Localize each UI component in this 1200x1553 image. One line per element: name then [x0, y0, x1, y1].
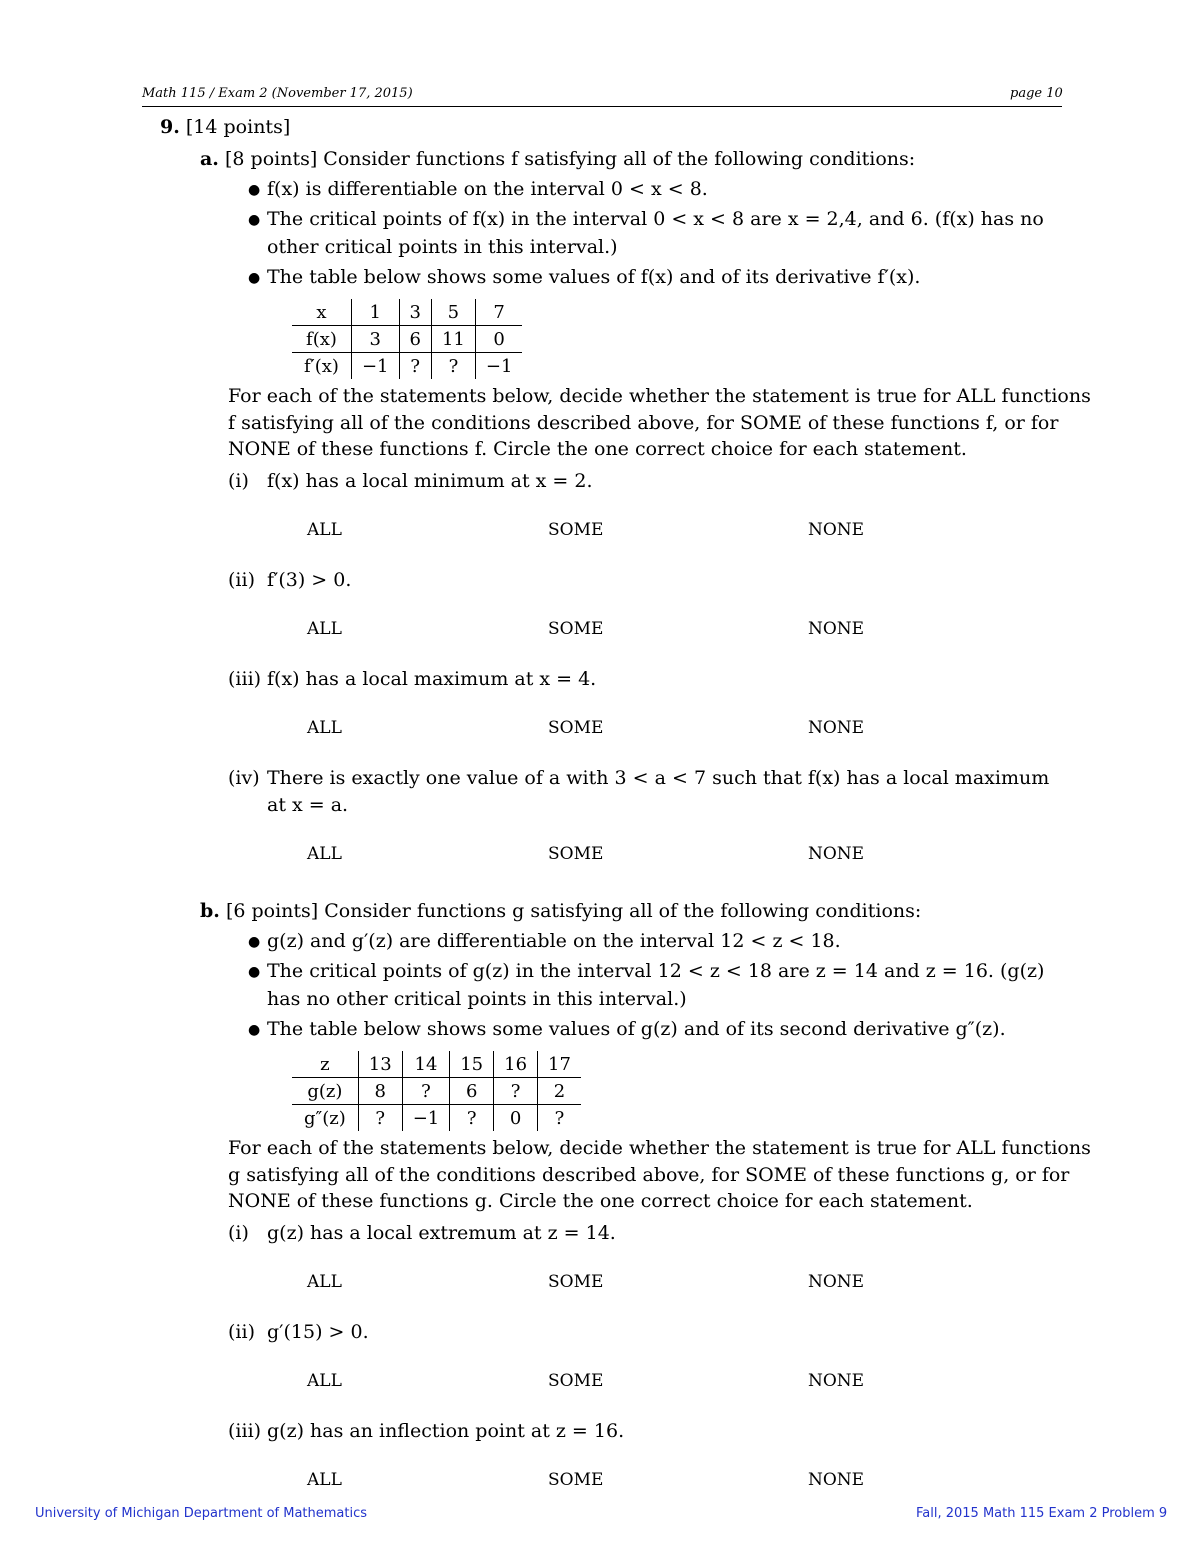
- choice-some[interactable]: SOME: [548, 1272, 604, 1292]
- statement-a-i-text: f(x) has a local minimum at x = 2.: [267, 470, 593, 492]
- choice-all[interactable]: ALL: [307, 520, 342, 540]
- part-a-values-table: [292, 299, 522, 379]
- problem-heading: [160, 116, 290, 138]
- table-cell: 6: [450, 1078, 494, 1105]
- bullet-icon: ●: [248, 270, 261, 286]
- bullet-icon: ●: [248, 934, 261, 950]
- part-a-intro-line: [200, 148, 915, 170]
- statement-a-iv-text-cont: at x = a.: [267, 794, 349, 816]
- statement-b-ii-text: g′(15) > 0.: [267, 1321, 369, 1343]
- table-cell: −1: [351, 353, 399, 380]
- table-row: [292, 1051, 581, 1078]
- part-a-bullet-2: The critical points of f(x) in the interval 0 < x < 8 are x = 2,4, and 6. (f(x) has no: [267, 208, 1044, 230]
- bullet-icon: ●: [248, 1022, 261, 1038]
- choice-none[interactable]: NONE: [808, 1470, 865, 1490]
- table-cell: −1: [402, 1105, 450, 1132]
- table-cell: g(z): [292, 1078, 358, 1105]
- table-row: [292, 353, 522, 380]
- statement-a-iii-text: f(x) has a local maximum at x = 4.: [267, 668, 597, 690]
- part-b-instructions-3: NONE of these functions g. Circle the one correct choice for each statement.: [228, 1190, 973, 1212]
- part-a-bullet-1: f(x) is differentiable on the interval 0 < x < 8.: [267, 178, 708, 200]
- part-a-instructions-3: NONE of these functions f. Circle the one correct choice for each statement.: [228, 438, 967, 460]
- header-left: Math 115 / Exam 2 (November 17, 2015): [142, 86, 413, 101]
- bullet-icon: ●: [248, 182, 261, 198]
- table-cell: 7: [475, 299, 522, 326]
- choice-some[interactable]: SOME: [548, 520, 604, 540]
- part-a-bullet-3: The table below shows some values of f(x) and of its derivative f′(x).: [267, 266, 921, 288]
- table-cell: g″(z): [304, 1107, 346, 1129]
- part-b-bullet-2: The critical points of g(z) in the interval 12 < z < 18 are z = 14 and z = 16. (g(z): [267, 960, 1045, 982]
- choice-some[interactable]: SOME: [548, 1371, 604, 1391]
- table-cell: 1: [351, 299, 399, 326]
- part-b-label: b.: [200, 900, 220, 922]
- table-cell: 0: [494, 1105, 538, 1132]
- table-cell: ?: [494, 1078, 538, 1105]
- bullet-icon: ●: [248, 964, 261, 980]
- table-cell: 15: [450, 1051, 494, 1078]
- footer-right: Fall, 2015 Math 115 Exam 2 Problem 9: [916, 1506, 1168, 1521]
- statement-b-iii-text: g(z) has an inflection point at z = 16.: [267, 1420, 625, 1442]
- statement-a-ii-num: (ii): [228, 569, 255, 591]
- table-cell: z: [292, 1051, 358, 1078]
- choice-all[interactable]: ALL: [307, 1470, 342, 1490]
- problem-points: [14 points]: [185, 116, 291, 138]
- statement-a-ii-text: f′(3) > 0.: [267, 569, 352, 591]
- choice-none[interactable]: NONE: [808, 1272, 865, 1292]
- table-cell: ?: [402, 1078, 450, 1105]
- choice-all[interactable]: ALL: [307, 619, 342, 639]
- choice-some[interactable]: SOME: [548, 718, 604, 738]
- table-cell: ?: [450, 1105, 494, 1132]
- choice-some[interactable]: SOME: [548, 1470, 604, 1490]
- table-cell: −1: [475, 353, 522, 380]
- part-a-instructions-2: f satisfying all of the conditions described above, for SOME of these functions f, or for: [228, 412, 1059, 434]
- choice-none[interactable]: NONE: [808, 718, 865, 738]
- problem-number: 9.: [160, 116, 180, 138]
- table-cell: x: [292, 299, 351, 326]
- table-cell: ?: [538, 1105, 581, 1132]
- table-row: [292, 299, 522, 326]
- table-cell: 2: [538, 1078, 581, 1105]
- table-cell: 3: [399, 299, 431, 326]
- table-cell: f′(x): [304, 355, 339, 377]
- part-b-instructions-2: g satisfying all of the conditions described above, for SOME of these functions g, or for: [228, 1164, 1070, 1186]
- table-cell: 14: [402, 1051, 450, 1078]
- table-row: [292, 326, 522, 353]
- statement-a-iii-num: (iii): [228, 668, 262, 690]
- statement-b-i-text: g(z) has a local extremum at z = 14.: [267, 1222, 616, 1244]
- choice-all[interactable]: ALL: [307, 844, 342, 864]
- table-cell: 13: [358, 1051, 402, 1078]
- part-b-intro: [6 points] Consider functions g satisfying all of the following conditions:: [225, 900, 922, 922]
- statement-b-i-num: (i): [228, 1222, 249, 1244]
- statement-a-iv-num: (iv): [228, 767, 260, 789]
- statement-a-i-num: (i): [228, 470, 249, 492]
- bullet-icon: ●: [248, 212, 261, 228]
- choice-all[interactable]: ALL: [307, 718, 342, 738]
- part-b-intro-line: [200, 900, 921, 922]
- table-row: [292, 1105, 581, 1132]
- part-a-bullet-2-cont: other critical points in this interval.): [267, 236, 618, 258]
- table-cell: 5: [431, 299, 475, 326]
- choice-some[interactable]: SOME: [548, 619, 604, 639]
- choice-none[interactable]: NONE: [808, 844, 865, 864]
- table-cell: 6: [399, 326, 431, 353]
- choice-all[interactable]: ALL: [307, 1371, 342, 1391]
- table-cell: 11: [431, 326, 475, 353]
- table-cell: ?: [399, 353, 431, 380]
- statement-b-iii-num: (iii): [228, 1420, 262, 1442]
- part-b-bullet-2-cont: has no other critical points in this interval.): [267, 988, 687, 1010]
- part-b-bullet-3: The table below shows some values of g(z) and of its second derivative g″(z).: [267, 1018, 1006, 1040]
- part-b-values-table: [292, 1051, 581, 1131]
- table-cell: ?: [358, 1105, 402, 1132]
- statement-b-ii-num: (ii): [228, 1321, 255, 1343]
- table-cell: 8: [358, 1078, 402, 1105]
- table-row: [292, 1078, 581, 1105]
- table-cell: 3: [351, 326, 399, 353]
- choice-none[interactable]: NONE: [808, 520, 865, 540]
- header-right: page 10: [1010, 86, 1063, 101]
- choice-some[interactable]: SOME: [548, 844, 604, 864]
- part-a-label: a.: [200, 148, 219, 170]
- header-rule: [142, 106, 1062, 107]
- table-cell: 17: [538, 1051, 581, 1078]
- choice-none[interactable]: NONE: [808, 619, 865, 639]
- footer-left: University of Michigan Department of Mathematics: [35, 1506, 368, 1521]
- part-b-bullet-1: g(z) and g′(z) are differentiable on the interval 12 < z < 18.: [267, 930, 841, 952]
- table-cell: ?: [431, 353, 475, 380]
- choice-none[interactable]: NONE: [808, 1371, 865, 1391]
- table-cell: 16: [494, 1051, 538, 1078]
- statement-a-iv-text: There is exactly one value of a with 3 < a < 7 such that f(x) has a local maximum: [267, 767, 1050, 789]
- part-b-instructions-1: For each of the statements below, decide whether the statement is true for ALL functions: [228, 1137, 1091, 1159]
- table-cell: 0: [475, 326, 522, 353]
- part-a-intro: [8 points] Consider functions f satisfying all of the following conditions:: [224, 148, 916, 170]
- table-cell: f(x): [292, 326, 351, 353]
- choice-all[interactable]: ALL: [307, 1272, 342, 1292]
- part-a-instructions-1: For each of the statements below, decide whether the statement is true for ALL functions: [228, 385, 1091, 407]
